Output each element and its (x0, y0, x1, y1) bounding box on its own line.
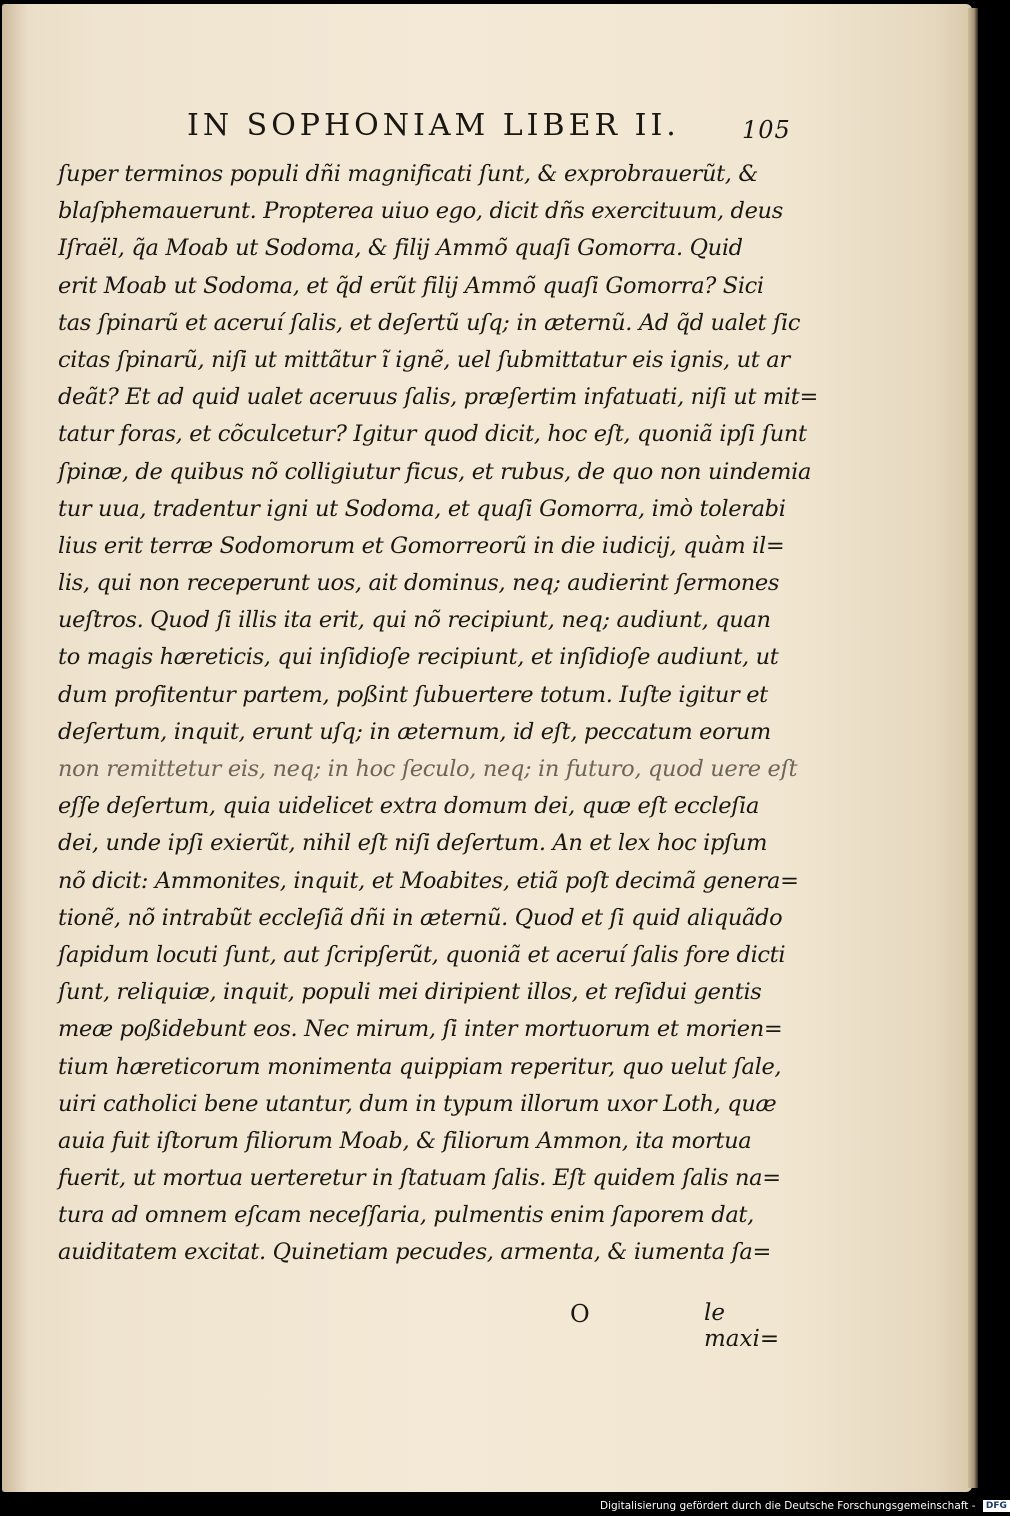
text-line: deſertum, inquit, erunt uſq; in æternum, id eſt, peccatum eorum (58, 718, 771, 745)
text-line: auiditatem excitat. Quinetiam pecudes, armenta, & iumenta ſa= (58, 1239, 771, 1266)
running-head-title: IN SOPHONIAM LIBER II. (187, 108, 680, 143)
text-line: tur uua, tradentur igni ut Sodoma, et quaſi Gomorra, imò tolerabi (58, 495, 786, 522)
folio-number: 105 (742, 116, 791, 144)
text-line: nõ dicit: Ammonites, inquit, et Moabites, etiã poſt decimã genera= (58, 867, 799, 894)
text-line: non remittetur eis, neq; in hoc ſeculo, neq; in futuro, quod uere eſt (58, 756, 798, 782)
text-line: eſſe deſertum, quia uidelicet extra domum dei, quæ eſt eccleſia (58, 793, 760, 820)
page-edge (968, 8, 978, 1488)
text-line: lius erit terræ Sodomorum et Gomorreorũ in die iudicij, quàm il= (58, 532, 785, 559)
text-line: tium hæreticorum monimenta quippiam reperitur, quo uelut ſale, (58, 1053, 782, 1080)
text-line: tas ſpinarũ et aceruí ſalis, et deſertũ uſq; in æternũ. Ad q̃d ualet ſic (58, 309, 801, 336)
catchline (58, 1296, 788, 1352)
text-line: dei, unde ipſi exierũt, nihil eſt niſi deſertum. An et lex hoc ipſum (58, 830, 768, 857)
text-line: tura ad omnem eſcam neceſſaria, pulmentis enim ſaporem dat, (58, 1202, 754, 1229)
signature-mark: O (570, 1300, 590, 1328)
text-line: tionẽ, nõ intrabũt eccleſiã dñi in æternũ. Quod et ſi quid aliquãdo (58, 904, 783, 931)
body-text (58, 156, 818, 1272)
running-head (187, 108, 791, 152)
text-line: ſunt, reliquiæ, inquit, populi mei diripient illos, et reſidui gentis (58, 979, 762, 1006)
text-line: dum profitentur partem, poßint ſubuertere totum. Iuſte igitur et (58, 681, 768, 708)
text-line: citas ſpinarũ, niſi ut mittãtur ĩ ignẽ, uel ſubmittatur eis ignis, ut ar (58, 346, 790, 373)
text-line: deãt? Et ad quid ualet aceruus ſalis, præſertim infatuati, niſi ut mit= (58, 384, 818, 411)
text-line: erit Moab ut Sodoma, et q̃d erũt filij Ammõ quaſi Gomorra? Sici (58, 272, 764, 299)
dfg-logo: DFG (983, 1500, 1010, 1512)
text-line: lis, qui non receperunt uos, ait dominus, neq; audierint ſermones (58, 570, 780, 597)
text-line: auia fuit iſtorum filiorum Moab, & filiorum Ammon, ita mortua (58, 1127, 752, 1154)
text-line: blaſphemauerunt. Propterea uiuo ego, dicit dñs exercituum, deus (58, 198, 783, 225)
text-line: ſapidum locuti ſunt, aut ſcripſerũt, quoniã et aceruí ſalis fore dicti (58, 941, 786, 968)
text-line: fuerit, ut mortua uerteretur in ſtatuam ſalis. Eſt quidem ſalis na= (58, 1165, 781, 1192)
digitization-credit (600, 1500, 1007, 1516)
text-line: uiri catholici bene utantur, dum in typum illorum uxor Loth, quæ (58, 1090, 777, 1117)
text-line: ſuper terminos populi dñi magnificati ſunt, & exprobrauerũt, & (58, 161, 759, 187)
text-line: to magis hæreticis, qui inſidioſe recipiunt, et inſidioſe audiunt, ut (58, 644, 779, 671)
text-line: tatur foras, et cõculcetur? Igitur quod dicit, hoc eſt, quoniã ipſi ſunt (58, 421, 807, 448)
text-line: Iſraël, q̃a Moab ut Sodoma, & filij Ammõ quaſi Gomorra. Quid (58, 235, 743, 262)
text-line: meæ poßidebunt eos. Nec mirum, ſi inter mortuorum et morien= (58, 1016, 783, 1043)
credit-text: Digitalisierung gefördert durch die Deutsche Forschungsgemeinschaft - (600, 1500, 976, 1512)
book-page (2, 4, 972, 1492)
text-line: ueſtros. Quod ſi illis ita erit, qui nõ recipiunt, neq; audiunt, quan (58, 607, 771, 634)
text-line: ſpinæ, de quibus nõ colligiutur ficus, et rubus, de quo non uindemia (58, 458, 812, 485)
catchword: le maxi= (704, 1300, 780, 1352)
